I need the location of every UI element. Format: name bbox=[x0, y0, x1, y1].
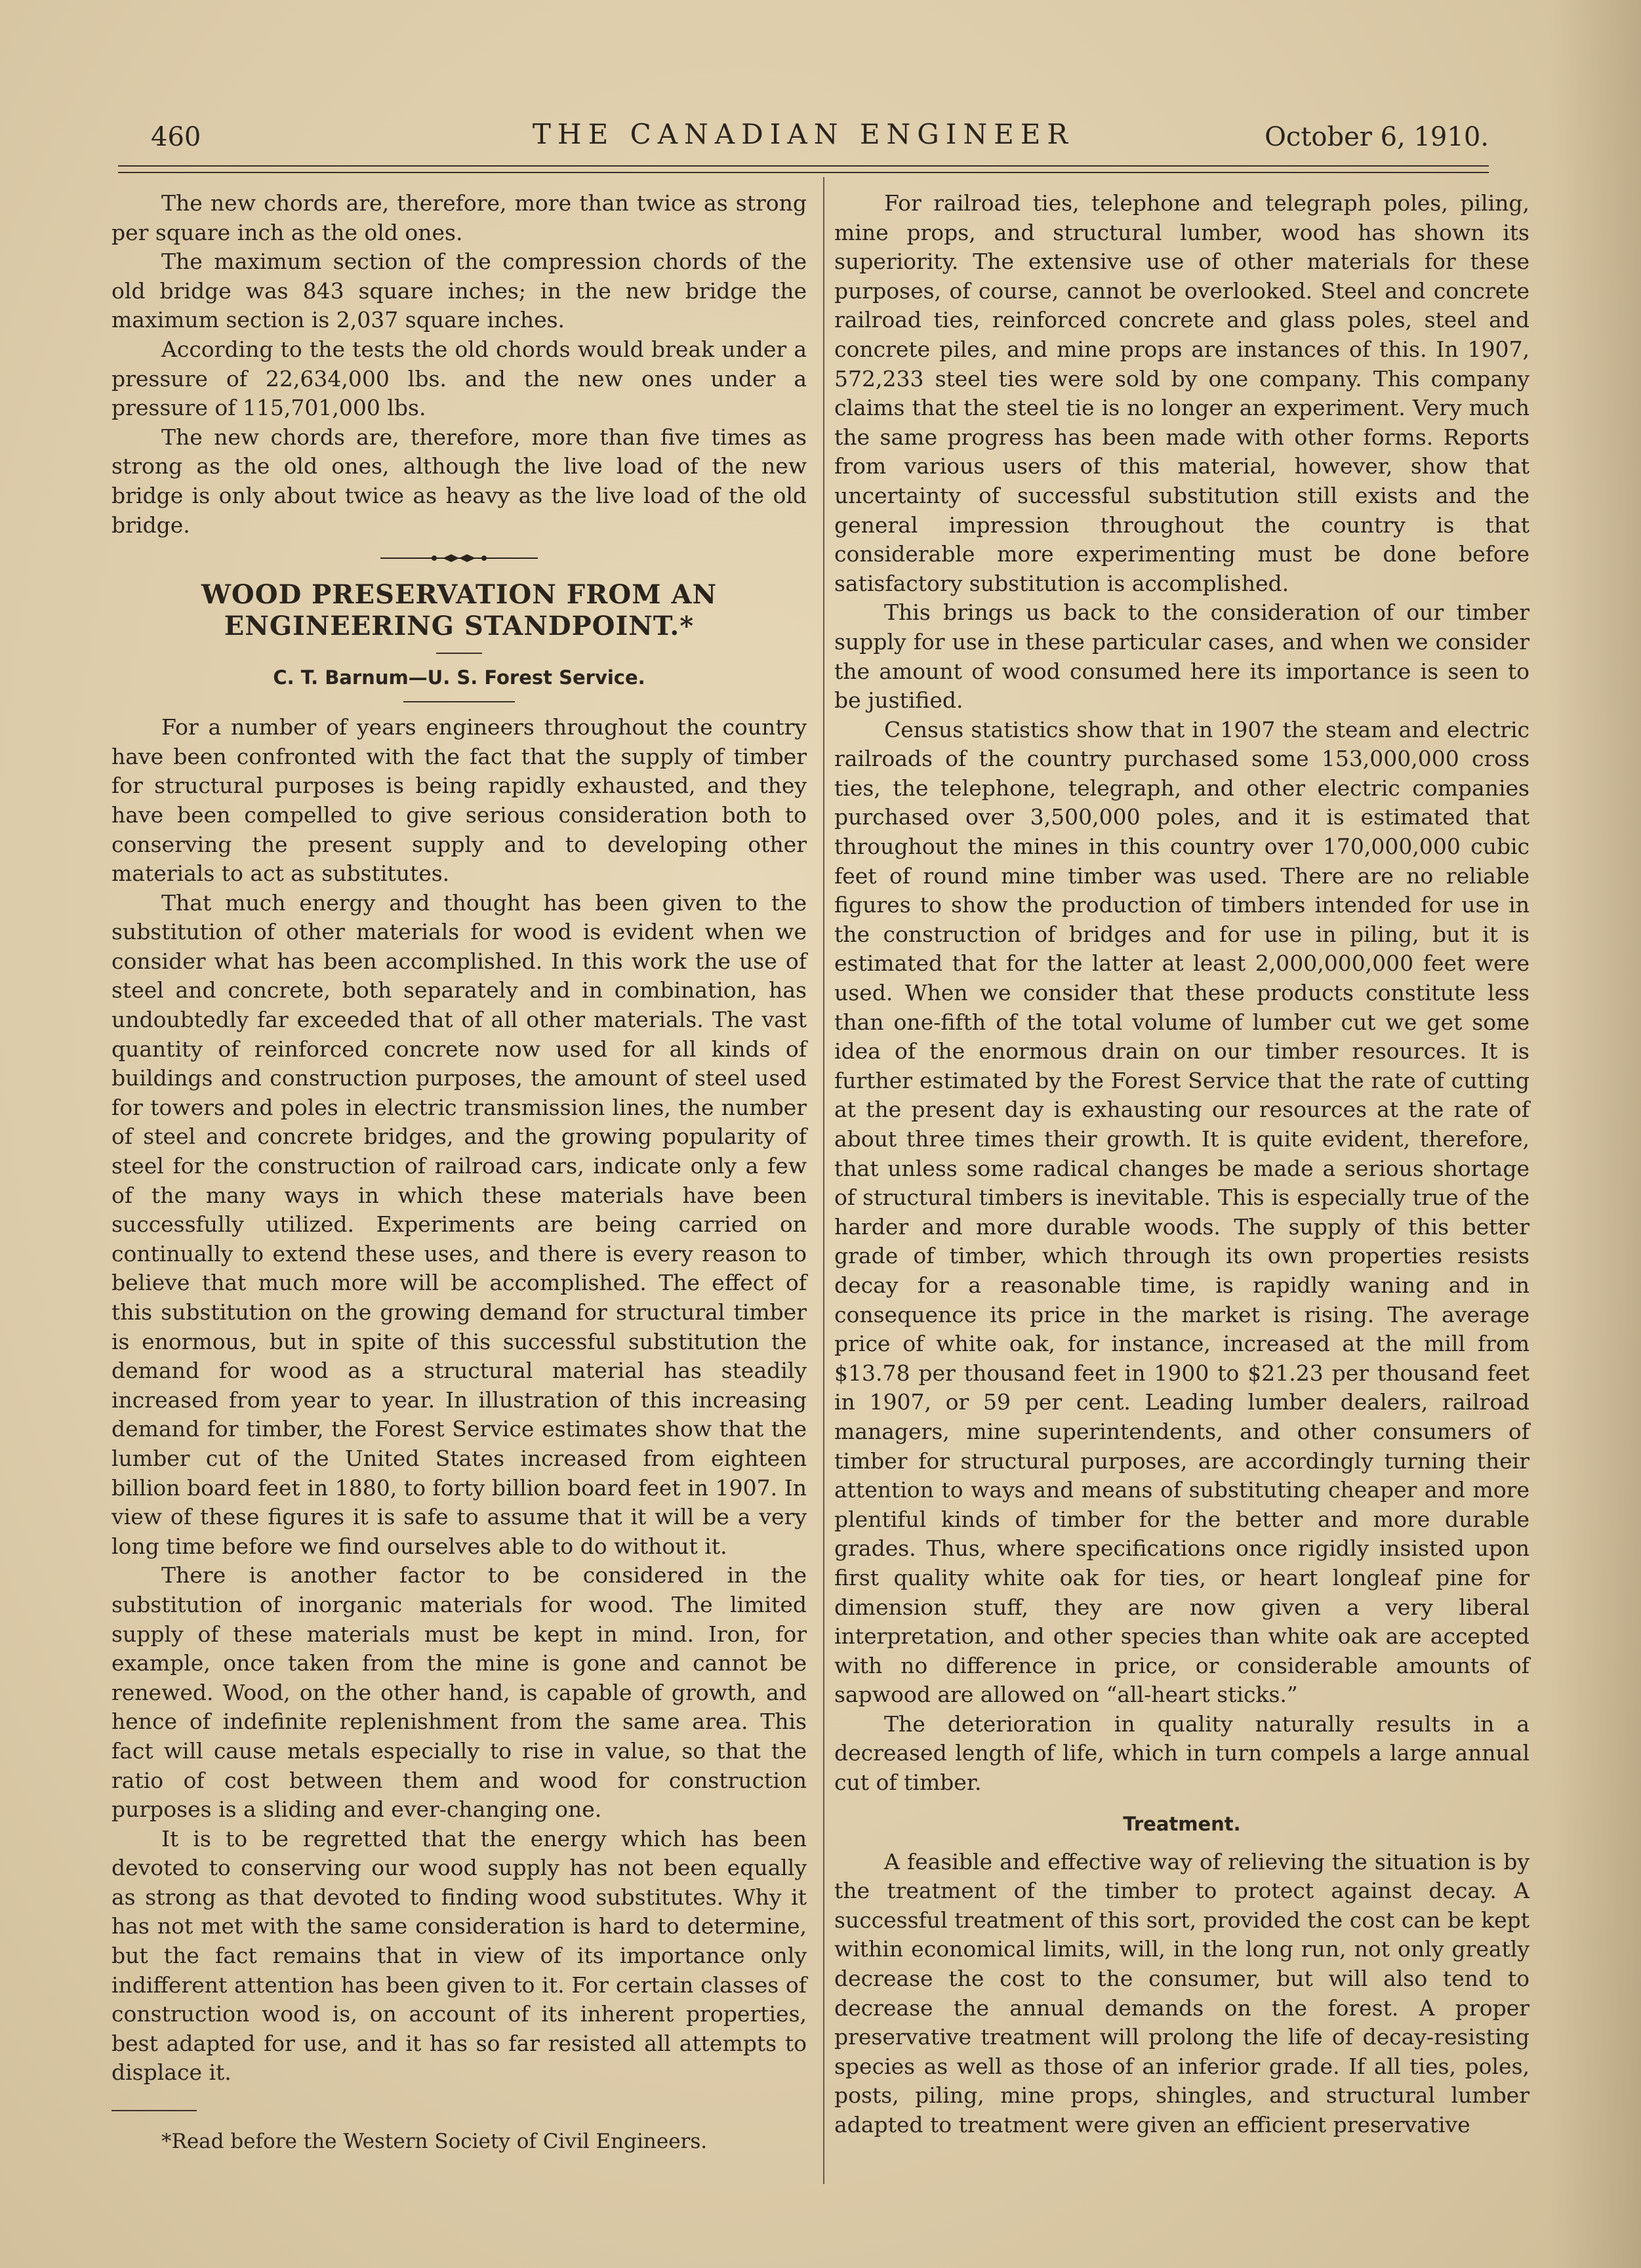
column-divider bbox=[823, 177, 824, 2184]
page-header bbox=[118, 115, 1489, 161]
right-column bbox=[834, 189, 1530, 2140]
paragraph: For a number of years engineers throughout the country have been confronted with the fact that the supply of timber for structural purposes is being rapidly exhausted, and they have been compelled to give serious consideration both to conserving the present supply and to developing other materials to act as substitutes. bbox=[111, 714, 807, 887]
left-column bbox=[111, 189, 807, 2157]
ornament-divider-icon bbox=[380, 552, 538, 565]
section-subhead: Treatment. bbox=[1123, 1812, 1241, 1835]
page-number: 460 bbox=[151, 122, 201, 152]
paragraph: The new chords are, therefore, more than twice as strong per square inch as the old ones. bbox=[111, 190, 807, 245]
footnote-rule bbox=[111, 2110, 197, 2111]
article-byline: C. T. Barnum—U. S. Forest Service. bbox=[273, 666, 645, 689]
footnote: *Read before the Western Society of Civil Engineers. bbox=[161, 2130, 708, 2154]
paragraph: According to the tests the old chords would break under a pressure of 22,634,000 lbs. and the new ones under a pressure of 115,701,000 lbs. bbox=[111, 336, 807, 421]
header-rule-lower bbox=[118, 172, 1489, 173]
paragraph: The deterioration in quality naturally results in a decreased length of life, which in turn compels a large annual cut of timber. bbox=[834, 1711, 1530, 1796]
paragraph: It is to be regretted that the energy which has been devoted to conserving our wood supply has not been equally as strong as that devoted to finding wood substitutes. Why it has not met with the same consideration is hard to determine, but the fact remains that in view of its importance only indifferent attention has been given to it. For certain classes of construction wood is, on account of its inherent properties, best adapted for use, and it has so far resisted all attempts to displace it. bbox=[111, 1825, 807, 2086]
masthead: THE CANADIAN ENGINEER bbox=[532, 118, 1075, 150]
byline-rule bbox=[403, 701, 515, 702]
paragraph: A feasible and effective way of relieving the situation is by the treatment of the timber to protect against decay. A successful treatment of this sort, provided the cost can be kept within economical limits, will, in the long run, not only greatly decrease the cost to the consumer, but will also tend to decrease the annual demands on the forest. A proper preservative treatment will prolong the life of decay-resisting species as well as those of an inferior grade. If all ties, poles, posts, piling, mine props, shingles, and structural lumber adapted to treatment were given an efficient preservative bbox=[834, 1848, 1530, 2137]
paragraph: The new chords are, therefore, more than five times as strong as the old ones, although the live load of the new bridge is only about twice as heavy as the live load of the old bridge. bbox=[111, 424, 807, 538]
article-title: WOOD PRESERVATION FROM AN ENGINEERING STANDPOINT.* bbox=[201, 579, 718, 642]
paragraph: For railroad ties, telephone and telegraph poles, piling, mine props, and structural lumber, wood has shown its superiority. The extensive use of other materials for these purposes, of course, cannot be overlooked. Steel and concrete railroad ties, reinforced concrete and glass poles, steel and concrete piles, and mine props are instances of this. In 1907, 572,233 steel ties were sold by one company. This company claims that the steel tie is no longer an experiment. Very much the same progress has been made with other forms. Reports from various users of this material, however, show that uncertainty of successful substitution still exists and the general impression throughout the country is that considerable more experimenting must be done before satisfactory substitution is accomplished. bbox=[834, 190, 1530, 596]
paragraph: That much energy and thought has been given to the substitution of other materials for wood is evident when we consider what has been accomplished. In this work the use of steel and concrete, both separately and in combination, has undoubtedly far exceeded that of all other materials. The vast quantity of reinforced concrete now used for all kinds of buildings and construction purposes, the amount of steel used for towers and poles in electric transmission lines, the number of steel and concrete bridges, and the growing popularity of steel for the construction of railroad cars, indicate only a few of the many ways in which these materials have been successfully utilized. Experiments are being carried on continually to extend these uses, and there is every reason to believe that much more will be accomplished. The effect of this substitution on the growing demand for structural timber is enormous, but in spite of this successful substitution the demand for wood as a structural material has steadily increased from year to year. In illustration of this increasing demand for timber, the Forest Service estimates show that the lumber cut of the United States increased from eighteen billion board feet in 1880, to forty billion board feet in 1907. In view of these figures it is safe to assume that it will be a very long time before we find ourselves able to do without it. bbox=[111, 889, 807, 1559]
title-rule bbox=[436, 653, 482, 654]
issue-date: October 6, 1910. bbox=[1265, 122, 1489, 152]
section-ornament bbox=[111, 552, 807, 565]
paragraph: Census statistics show that in 1907 the steam and electric railroads of the country purchased some 153,000,000 cross ties, the telephone, telegraph, and other electric companies purchased over 3,500,000 poles, and it is estimated that throughout the mines in this country over 170,000,000 cubic feet of round mine timber was used. There are no reliable figures to show the production of timbers intended for use in the construction of bridges and for use in piling, but it is estimated that for the latter at least 2,000,000,000 feet were used. When we consider that these products constitute less than one-fifth of the total volume of lumber cut we get some idea of the enormous drain on our timber resources. It is further estimated by the Forest Service that the rate of cutting at the present day is exhausting our resources at the rate of about three times their growth. It is quite evident, therefore, that unless some radical changes be made a serious shortage of structural timbers is inevitable. This is especially true of the harder and more durable woods. The supply of this better grade of timber, which through its own properties resists decay for a reasonable time, is rapidly waning and in consequence its price in the market is rising. The average price of white oak, for instance, increased at the mill from $13.78 per thousand feet in 1900 to $21.23 per thousand feet in 1907, or 59 per cent. Leading lumber dealers, railroad managers, mine superintendents, and other consumers of timber for structural purposes, are accordingly turning their attention to ways and means of substituting cheaper and more plentiful kinds of timber for the better and more durable grades. Thus, where specifications once rigidly insisted upon first quality white oak for ties, or heart longleaf pine for dimension stuff, they are now given a very liberal interpretation, and other species than white oak are accepted with no difference in price, or considerable amounts of sapwood are allowed on “all-heart sticks.” bbox=[834, 716, 1530, 1708]
header-rule bbox=[118, 165, 1489, 167]
paragraph: This brings us back to the consideration of our timber supply for use in these particular cases, and when we consider the amount of wood consumed here its importance is seen to be justified. bbox=[834, 599, 1530, 714]
paragraph: There is another factor to be considered in the substitution of inorganic materials for wood. The limited supply of these materials must be kept in mind. Iron, for example, once taken from the mine is gone and cannot be renewed. Wood, on the other hand, is capable of growth, and hence of indefinite replenishment from the same area. This fact will cause metals especially to rise in value, so that the ratio of cost between them and wood for construction purposes is a sliding and ever-changing one. bbox=[111, 1562, 807, 1823]
paragraph: The maximum section of the compression chords of the old bridge was 843 square inches; in the new bridge the maximum section is 2,037 square inches. bbox=[111, 249, 807, 333]
